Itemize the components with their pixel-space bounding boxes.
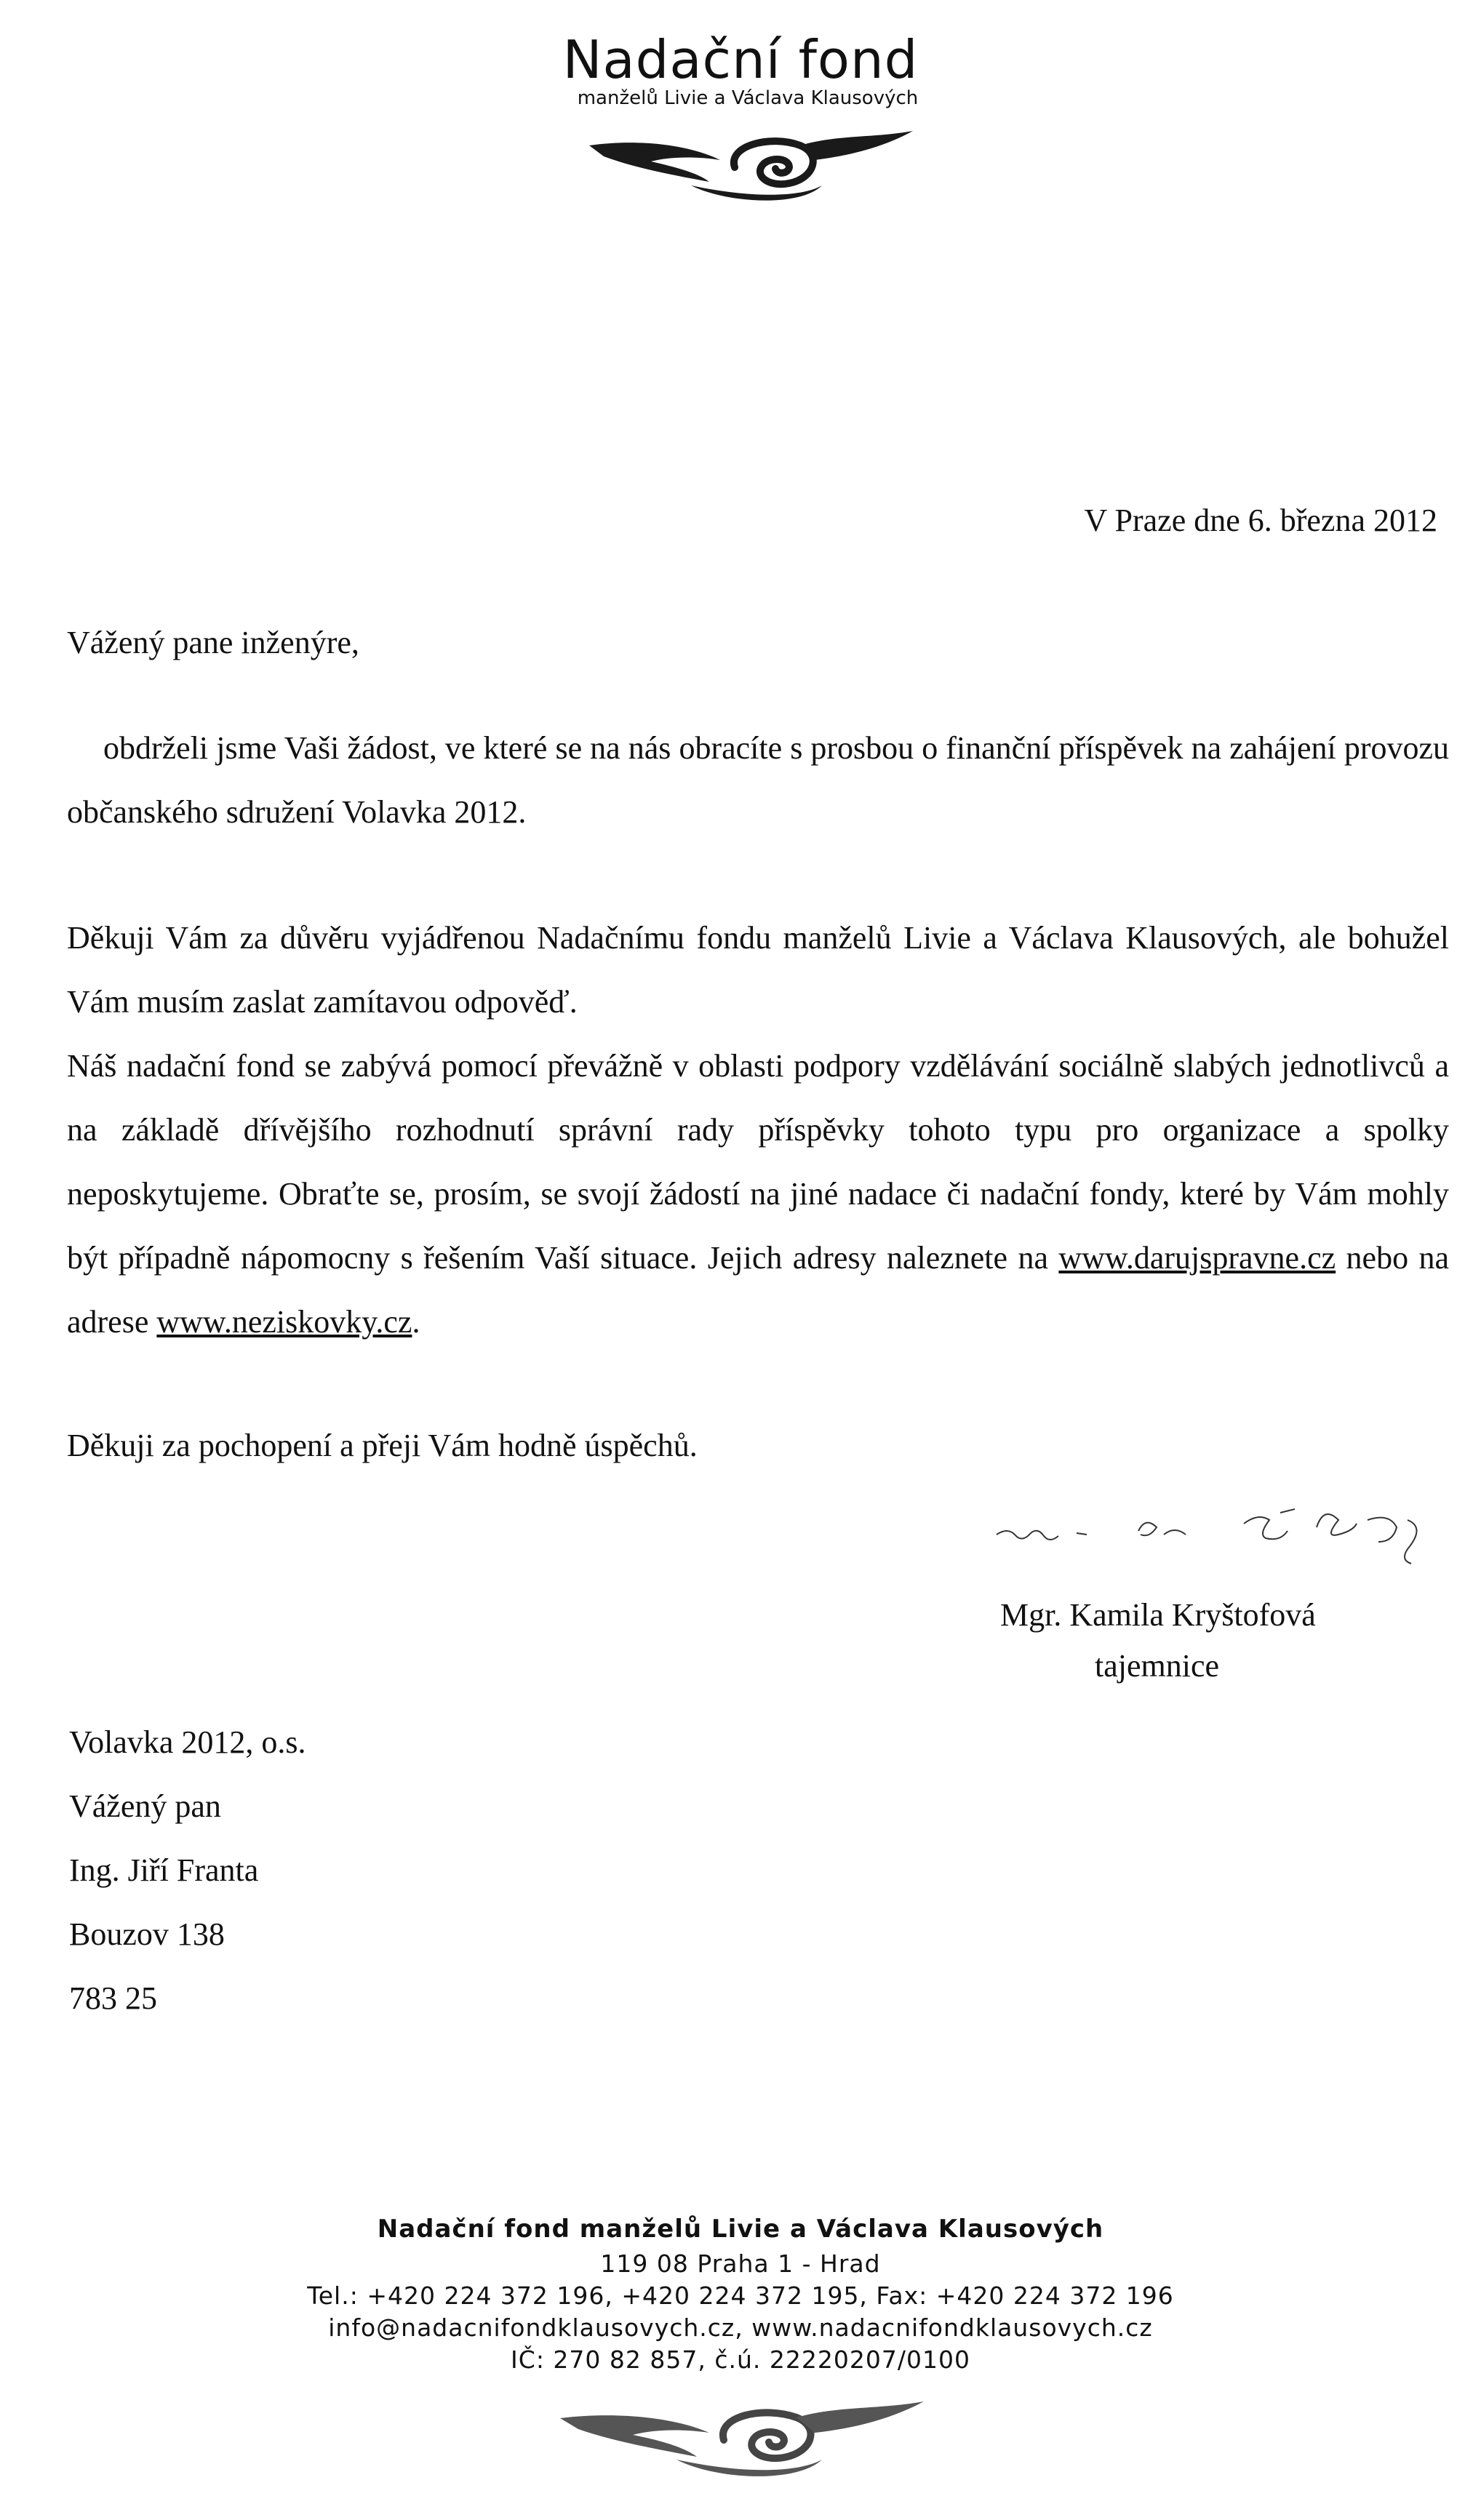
paragraph-decline: Děkuji Vám za důvěru vyjádřenou Nadačnímu fondu manželů Livie a Václava Klausových, ale bohužel Vám musím zaslat zamítavou odpověď.	[67, 920, 1449, 1020]
recipient-org: Volavka 2012, o.s.	[69, 1724, 306, 1760]
swirl-logo-icon	[582, 116, 917, 211]
letter-date: V Praze dne 6. března 2012	[1084, 503, 1437, 538]
handwritten-signature	[989, 1491, 1440, 1593]
footer-address: 119 08 Praha 1 - Hrad	[600, 2249, 881, 2278]
paragraph-explanation	[67, 1034, 1449, 1354]
letterhead-subtitle: manželů Livie a Václava Klausových	[577, 87, 919, 109]
paragraph-explanation-mid: nebo na adrese	[67, 1240, 1449, 1340]
signer-role: tajemnice	[1095, 1648, 1220, 1684]
swirl-logo-icon	[553, 2385, 931, 2487]
closing-sentence: Děkuji za pochopení a přeji Vám hodně úspěchů.	[67, 1428, 698, 1463]
signer-name: Mgr. Kamila Kryštofová	[1000, 1597, 1316, 1633]
salutation: Vážený pane inženýre,	[67, 625, 359, 660]
footer-ids: IČ: 270 82 857, č.ú. 22220207/0100	[511, 2345, 970, 2374]
recipient-name: Ing. Jiří Franta	[69, 1852, 259, 1888]
paragraph-explanation-text: Náš nadační fond se zabývá pomocí převážně v oblasti podpory vzdělávání sociálně slabých jednotlivců a na základě dřívějšího rozhodnutí správní rady příspěvky tohoto typu pro organizace a spolky neposkytujeme. Obraťte se, prosím, se svojí žádostí na jiné nadace či nadační fondy, které by Vám mohly být případně nápomocny s řešením Vaší situace. Jejich adresy naleznete na	[67, 1048, 1449, 1276]
footer-web: info@nadacnifondklausovych.cz, www.nadacnifondklausovych.cz	[328, 2313, 1153, 2342]
paragraph-explanation-end: .	[412, 1304, 420, 1340]
footer-phones: Tel.: +420 224 372 196, +420 224 372 195, Fax: +420 224 372 196	[307, 2281, 1174, 2310]
footer-org: Nadační fond manželů Livie a Václava Klausových	[377, 2215, 1104, 2244]
link-neziskovky[interactable]: www.neziskovky.cz	[156, 1304, 412, 1340]
recipient-street: Bouzov 138	[69, 1916, 225, 1952]
recipient-greeting: Vážený pan	[69, 1788, 221, 1824]
link-darujspravne[interactable]: www.darujspravne.cz	[1058, 1240, 1336, 1276]
letterhead-title: Nadační fond	[562, 29, 919, 90]
recipient-postcode: 783 25	[69, 1980, 157, 2016]
paragraph-request: obdrželi jsme Vaši žádost, ve které se na nás obracíte s prosbou o finanční příspěvek na zahájení provozu občanského sdružení Volavka 2012.	[67, 730, 1449, 830]
